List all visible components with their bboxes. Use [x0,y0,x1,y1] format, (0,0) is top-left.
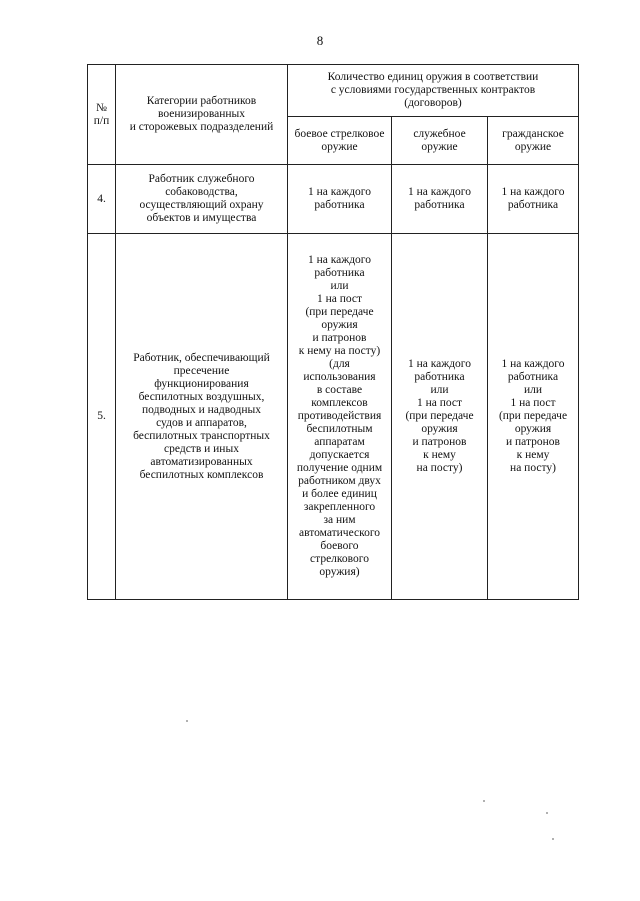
header-quantity-group: Количество единиц оружия в соответствии с условиями государственных контрактов (договоров) [288,65,579,117]
row-category: Работник, обеспечивающий пресечение функционирования беспилотных воздушных, подводных и надводных судов и аппаратов, беспилотных транспортных средств и иных автоматизированных беспилотных комплексов [116,234,288,600]
page-number: 8 [316,33,324,48]
header-civil-weapon: гражданское оружие [488,117,579,165]
scan-speck [552,838,554,840]
row-service-weapon: 1 на каждого работника или 1 на пост (при передаче оружия и патронов к нему на посту) [392,234,488,600]
row-combat-weapon: 1 на каждого работника [288,165,392,234]
header-category: Категории работников военизированных и сторожевых подразделений [116,65,288,165]
table-header-row [88,65,579,117]
row-category: Работник служебного собаководства, осуществляющий охрану объектов и имущества [116,165,288,234]
row-number: 4. [88,165,116,234]
row-combat-weapon: 1 на каждого работника или 1 на пост (при передаче оружия и патронов к нему на посту) (для использования в составе комплексов противодействия беспилотным аппаратам допускается получение одним работником двух и более единиц закрепленного за ним автоматического боевого стрелкового оружия) [288,234,392,600]
row-civil-weapon: 1 на каждого работника или 1 на пост (при передаче оружия и патронов к нему на посту) [488,234,579,600]
table-row [88,165,579,234]
scan-speck [186,720,188,722]
weapons-allocation-table [87,64,579,600]
scan-speck [483,800,485,802]
header-number: № п/п [88,65,116,165]
scan-speck [546,812,548,814]
header-service-weapon: служебное оружие [392,117,488,165]
header-combat-weapon: боевое стрелковое оружие [288,117,392,165]
row-civil-weapon: 1 на каждого работника [488,165,579,234]
table-row [88,234,579,600]
row-service-weapon: 1 на каждого работника [392,165,488,234]
row-number: 5. [88,234,116,600]
